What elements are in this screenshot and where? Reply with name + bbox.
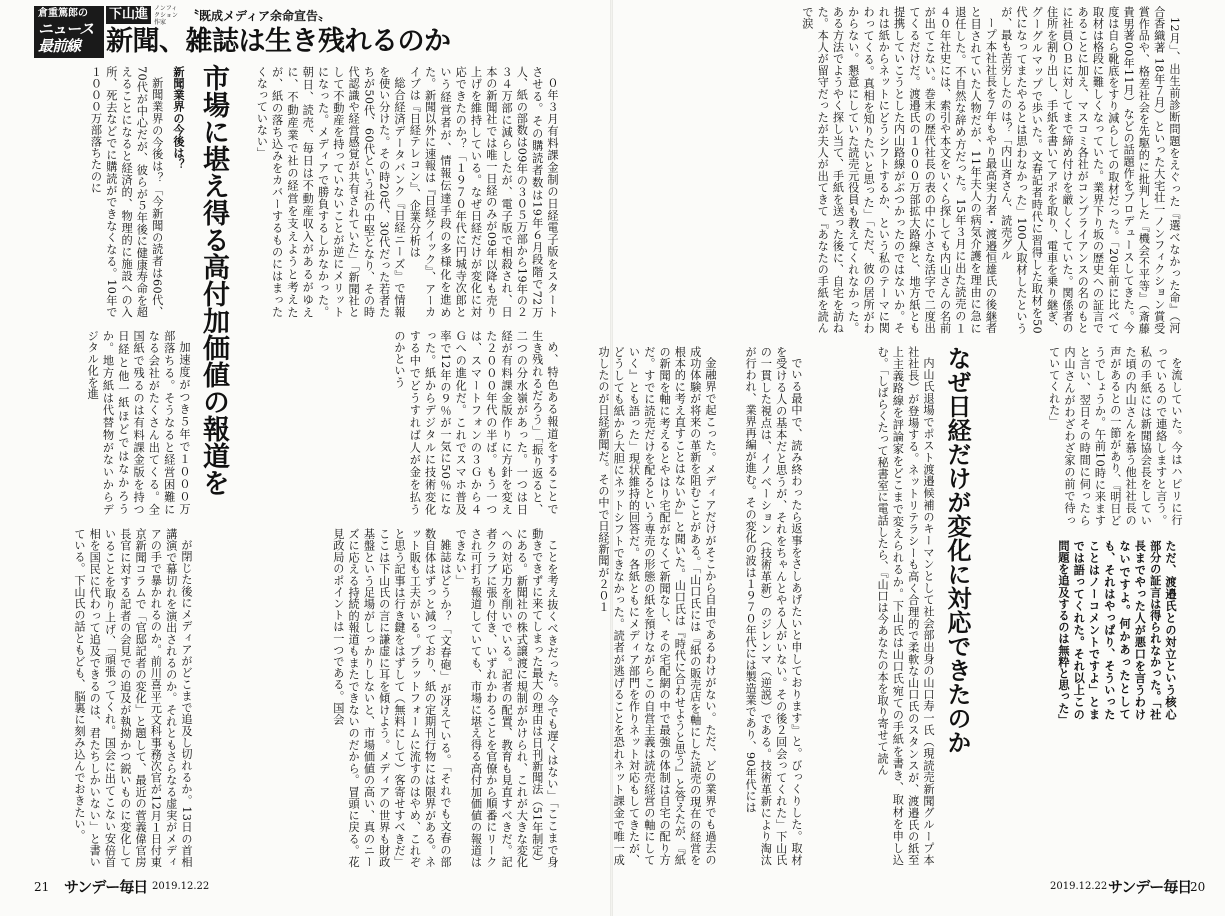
left-middle-block-b <box>230 330 560 515</box>
left-upper-subblock <box>34 66 192 318</box>
page-number: 20 <box>1190 880 1206 894</box>
body-paragraph: 雑誌はどうか？「文春砲」が冴えている。「それでも文春の部数自体はずっと減っており、紙の定期刊行物には限界がある。ネット販も工夫がいる。プラットフォームに流すのはやめ、これぞと思う記事は行き鍵をはずして（無料にして）客寄せすべきだ」ここは下山氏の言に謙虚に耳を傾けよう。メディアの世界も財政基盤という足場がしっかりしないと、市場価値の高い、真のニーズに応える持続的報道もまたできないのだから。冒頭に戻る。花見政局のポイントは一つである。国会 <box>331 528 452 868</box>
body-paragraph: 金融界で起こった。メディアだけがそこから自由であるわけがない。ただ、どの業界でも過去の成功体験が将来の革新を阻むことがある。「山口氏には『紙の販売店を軸にした読売の現在の経営を根本的に考え直すことはないか』と聞いた。山口氏は『時代に合わせようと思う』と答えたが、『紙の新聞を軸に考えるとやはり宅配がなくて新聞なし、その宅配網の中で最強の体制は自宅の配り方だ。すでに読売だけを配るという専売の形態の紙を預けながらこの自営主義は読売経営の軸にしていく』とも語った」現状維持的回答だ。各紙ともにメディア部門を作りネット対応もしてきたが、どうしても紙から大胆にネットシフトできなかった。読者が逃げることを恐れネット課金で唯一成功したのが日経新聞だ。その中で日経新聞が２０１ <box>596 346 717 866</box>
headline: 新聞、雑誌は生き残れるのか <box>106 26 451 57</box>
left-upper-block <box>255 66 560 318</box>
series-kicker: 倉重篤郎の <box>38 8 88 19</box>
author-role: ノンフィクション作家 <box>154 4 178 26</box>
left-lower-block-b <box>34 528 194 868</box>
body-paragraph: が閉じた後にメディアがどこまで追及し切れるか。13日の首相講演で幕切れを演出されるのか。それともさらなる虚実がメディアの手で暴かれるのか。前川喜平元文科事務次官が12月１日付東京新聞コラムで「官邸記者の変化」と題して、最近の菅義偉官房長官に対する記者の会見での追及が執拗かつ鋭いものに変化していることを取り上げ、「頑張ってくれ。国会に出てこない安倍首相を国民に代わって追及できるのは、君たちしかいない」と書いている。下山氏の話ともども、脳裏に刻み込んでおきたい。 <box>72 528 193 868</box>
left-lower-block-a <box>200 528 560 868</box>
magazine-brand: サンデー毎日 <box>1108 878 1192 896</box>
section-heading: 市場に堪え得る高付加価値の報道を <box>198 64 229 496</box>
left-middle-block-a <box>34 330 192 515</box>
body-paragraph: でいる最中で、読み終わったら返事をさしあげたいと申しております』と。びっくりした。取材を受ける人の基本だと思うが、それをちゃんとやる人がいない。その後２回会ってくれた」下山氏の一貫した視点は、イノベーション（技術革新）のジレンマ（逆説）である。技術革新により淘汰が行われ、業界再編が進む。その変化の波は１９７０年代には製造業であり、90年代には <box>744 346 803 866</box>
right-upper-block <box>670 6 1182 334</box>
body-paragraph: 加速度がつき５年で１０００万部落ちる。そうなると経営困難になる会社がたくさん出てくる。全国紙で残るのは有料課金版を持つ日経と他一紙ほどではなかろうか。地方紙は代替物がないからデジタル化を進 <box>86 330 191 515</box>
subhead: ただ、渡邉氏との対立という核心部分の証言は得られなかった。「社長までやった人が悪口を言うわけないですよ。何かあったとしても、それはやっぱり、そういったことはノーコメントですよ」とまでは語ってくれた。それ以上この問題を追及するのは無粋と思った」 <box>1056 540 1177 726</box>
tagline: 〝既成メディア余命宣告〟 <box>187 8 331 23</box>
body-paragraph: を流していた。今はハピリに行っているので連絡しますと言う。私の手紙には新聞協会長をしていた頃の内山さんを慕う他社社長の声があるとの一節があり、『明日どうでしょうか。午前10時に来ますと言い、翌日その時間に伺ったら内山さんがわざわざ家の前で待っていてくれた」 <box>1047 346 1183 526</box>
body-paragraph: 総合経済データバンク『日経ニーズ』で情報を使い分けた。その時20代、30代だった若者たちが50代、60代という社の中堅となり、その時代認識や経営感覚が共有されていた」「新聞社として不動産を持っていないことが逆にメリットになった。メディアで勝負するしかなかった。朝日、読売、毎日は不動産収入があるがゆえに、不動産業で社の経営を支えようと考えたが、紙の落ち込みをカバーするものにはまったくなっていない」 <box>255 66 407 318</box>
right-lower-block-a <box>984 346 1184 526</box>
body-paragraph: ０年３月有料課金制の日経電子版をスタートさせる。その購読者数は19年６月段階で72万人、紙の部数は09年の３０５万部から19年の２３４万部に減らしたが、電子版で相殺され、日本の新聞社では唯一日経のみが09年以降も売り上げを維持している。なぜ日経だけが変化に対応できたのか？「１９７０年代に円城寺次郎という経営者が、情報伝達手段の多様化を進めた。新聞以外に速報は『日経クイック』、アーカイブは『日経テレコン』、企業分析は <box>408 66 559 318</box>
series-title: ニュース最前線 <box>38 20 94 55</box>
author-name: 下山進 <box>106 6 151 24</box>
subhead: 新聞業界の今後は？ <box>172 66 185 171</box>
series-logo <box>34 6 104 58</box>
body-paragraph: ことを考え抜くべきだった。今でも遅くはない」「ここまで身動きできずに来てしまった最大の理由は日刊新聞法（51年制定）にある。新聞社の株式譲渡に規制がかけられ、これが大きな変化への対応力を削いでいる。記者の配置、教育も見直すべきだ。記者クラブに張り付き、いずれかわることを官僚から順番にリークされ可打ち報道していても、市場に堪え得る高付加価値の報道はできない」 <box>454 528 559 868</box>
issue-date: 2019.12.22 <box>152 881 210 892</box>
issue-date: 2019.12.22 <box>1050 881 1108 892</box>
body-paragraph: ープ本社社長を７年もやり最高実力者・渡邉恒雄氏の後継者と目されていた人物だが、11年夫人の病気介護を理由に急に退任した。不自然な辞め方だった。15年３月に出た読売の１４０年社史には、索引や本文をいくら探しても内山さんの名前が出てこない。巻末の歴代社長の表の中に小さな活字で二度出てくるだけだ。渡邉氏の１０００万部拡大路線と、地方紙とも提携していこうとした内山路線がぶつかったのではないか。それは紙からネットにどうシフトするか、という私のテーマに関わってくる。真相を知りたいと思った」「ただ、彼の居所がわからない。懇意にしていた読売元役員も教えてくれなかった。ある方法でようやく探し当て、手紙を送った後に、自宅を訪ねた。本人が留守だったが夫人が出てきて『あなたの手紙を読んで涙 <box>800 6 998 334</box>
body-paragraph: め、特色ある報道をすることで生き残れるだろう」「振り返ると、二つの分水嶺があった。一つは日経が有料課金版作りに方針を変えた２０００年代の半ば。もう一つは、スマートフォンの３Ｇから４Ｇへの進化だ。これでスマホ普及率で12年の９％が一気に50％になった。紙からデジタルに技術変化する中でどうすれば人が金を払うのかという <box>393 330 559 515</box>
body-paragraph: 内山氏退場でポスト渡邉候補のキーマンとして社会部出身の山口寿一氏（現読売新聞グループ本社社長）が登場する。ネットリテラシーも高く合理的で柔軟な山口氏のスタンスが、渡邉氏の紙至上主義路線を評論家をどこまで変えられるか。下山氏は山口氏宛ての手紙を書き、取材を申し込む。「しばらくたって秘書室に電話したら、『山口は今あなたの本を取り寄せて読ん <box>876 346 935 866</box>
magazine-brand: サンデー毎日 <box>64 878 148 896</box>
right-lower-block-d <box>722 346 804 866</box>
right-lower-block-b <box>984 540 1184 726</box>
body-paragraph: 12月」、出生前診断問題をえぐった『選べなかった命』（河合香織著 18年７月）といった大宅壮一ノンフィクション賞受賞作品や、格差社会を先駆的に批判した『機会不平等』（斎藤貴男著00年11月）などの話題作をプロデュースしてきた。今度は自ら靴底をすり減らしての取材だった。「20年前に比べて取材は格段に難しくなっていた。業界下り坂の歴史への証言であることに加え、マスコミ各社がコンプライアンスの名のもとに社員ＯＢに対してまで締め付けを厳しくしていた。関係者の住所を割り出し、手紙を書いてアポを取り、電車を乗り継ぎ、グーグルマップで歩いた。文春記者時代に習得した取材を50代になってまたやるとは思わなかった」100人取材したというが、最も苦労したのは？「内山斉さん、読売グル <box>999 6 1181 334</box>
page-number: 21 <box>34 880 50 894</box>
right-lower-block-e <box>596 346 718 866</box>
section-heading: なぜ日経だけが変化に対応できたのか <box>943 346 971 754</box>
author-line <box>106 6 330 24</box>
left-page <box>0 0 612 916</box>
body-paragraph: 新聞業界の今後は？「今新聞の読者は60代、70代が中心だが、彼らが５年後に健康寿命を超えることになると経済的、物理的に施設への入所、死去などでに購読ができなくなる。10年で１０００万部落ちたのに <box>89 66 164 318</box>
right-page <box>596 0 1225 916</box>
right-lower-block-c <box>808 346 936 866</box>
